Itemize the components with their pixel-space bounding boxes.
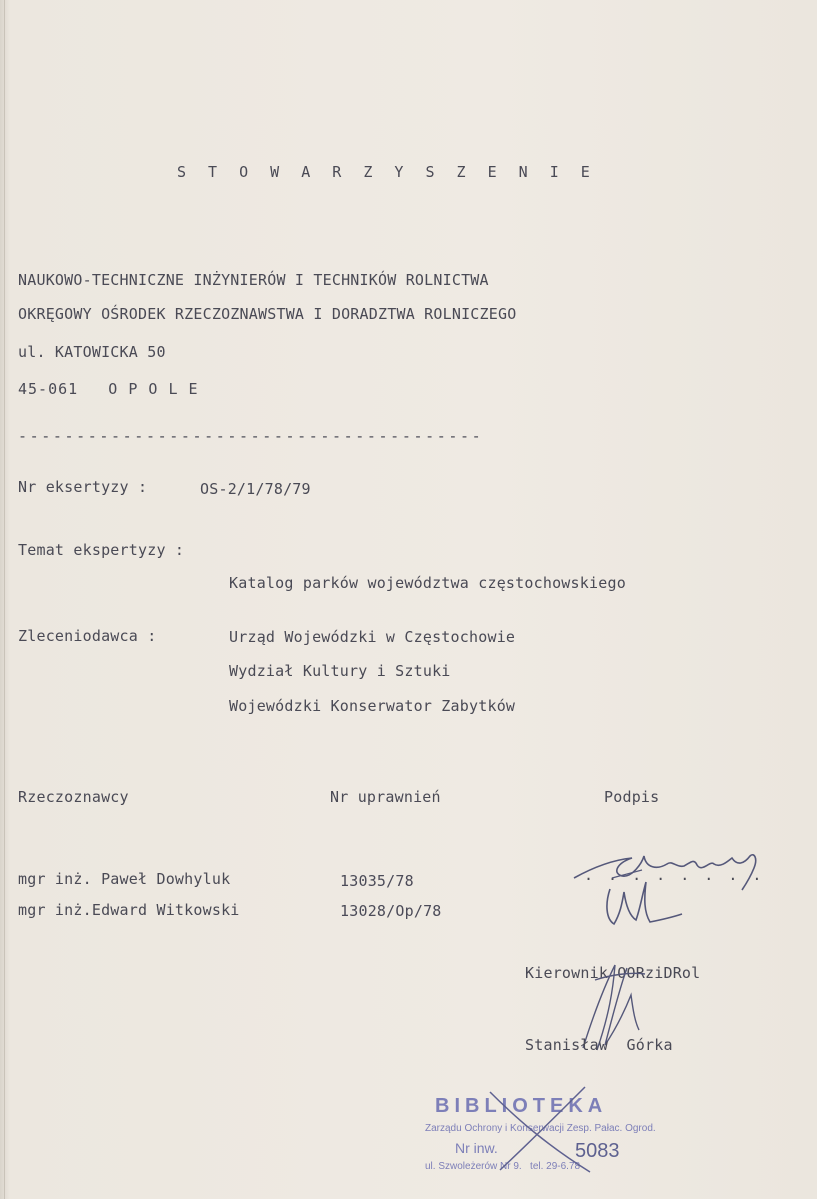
stamp-title: BIBLIOTEKA — [435, 1095, 608, 1117]
org-line-1: NAUKOWO-TECHNICZNE INŻYNIERÓW I TECHNIKÓW ROLNICTWA — [18, 271, 489, 289]
signature-dots: . . . . . . . . — [584, 866, 765, 884]
topic-label: Temat ekspertyzy : — [18, 541, 185, 559]
expert-license-2: 13028/Op/78 — [340, 902, 442, 920]
client-line-1: Urząd Wojewódzki w Częstochowie — [229, 628, 516, 646]
manager-title: Kierownik OORziDRol — [525, 964, 701, 982]
topic-value: Katalog parków województwa częstochowskiego — [229, 574, 626, 592]
expertise-number-label: Nr eksertyzy : — [18, 478, 148, 496]
manager-name: Stanisław Górka — [525, 1036, 673, 1054]
address-city: 45-061 O P O L E — [18, 380, 199, 398]
expertise-number-value: OS-2/1/78/79 — [200, 480, 311, 498]
client-label: Zleceniodawca : — [18, 627, 157, 645]
page-edge — [4, 0, 5, 1199]
stamp-institution: Zarządu Ochrony i Konserwacji Zesp. Pałac. Ogrod. — [425, 1123, 656, 1134]
separator-line: ---------------------------------------- — [18, 427, 484, 445]
license-header: Nr uprawnień — [330, 788, 441, 806]
stamp-address: ul. Szwoleżerów Nr 9. tel. 29-6.78 — [425, 1161, 581, 1172]
stamp-inventory-number: 5083 — [575, 1140, 620, 1162]
signature-witkowski — [600, 874, 690, 934]
expert-license-1: 13035/78 — [340, 872, 414, 890]
org-line-2: OKRĘGOWY OŚRODEK RZECZOZNAWSTWA I DORADZTWA ROLNICZEGO — [18, 305, 517, 323]
expert-name-1: mgr inż. Paweł Dowhyluk — [18, 870, 231, 888]
stamp-inventory-label: Nr inw. — [455, 1140, 498, 1156]
signature-header: Podpis — [604, 788, 660, 806]
client-line-2: Wydział Kultury i Sztuki — [229, 662, 451, 680]
experts-header: Rzeczoznawcy — [18, 788, 129, 806]
stamp-cross-mark — [480, 1082, 600, 1177]
address-street: ul. KATOWICKA 50 — [18, 343, 166, 361]
expert-name-2: mgr inż.Edward Witkowski — [18, 901, 240, 919]
document-heading: S T O W A R Z Y S Z E N I E — [177, 163, 597, 181]
client-line-3: Wojewódzki Konserwator Zabytków — [229, 697, 516, 715]
